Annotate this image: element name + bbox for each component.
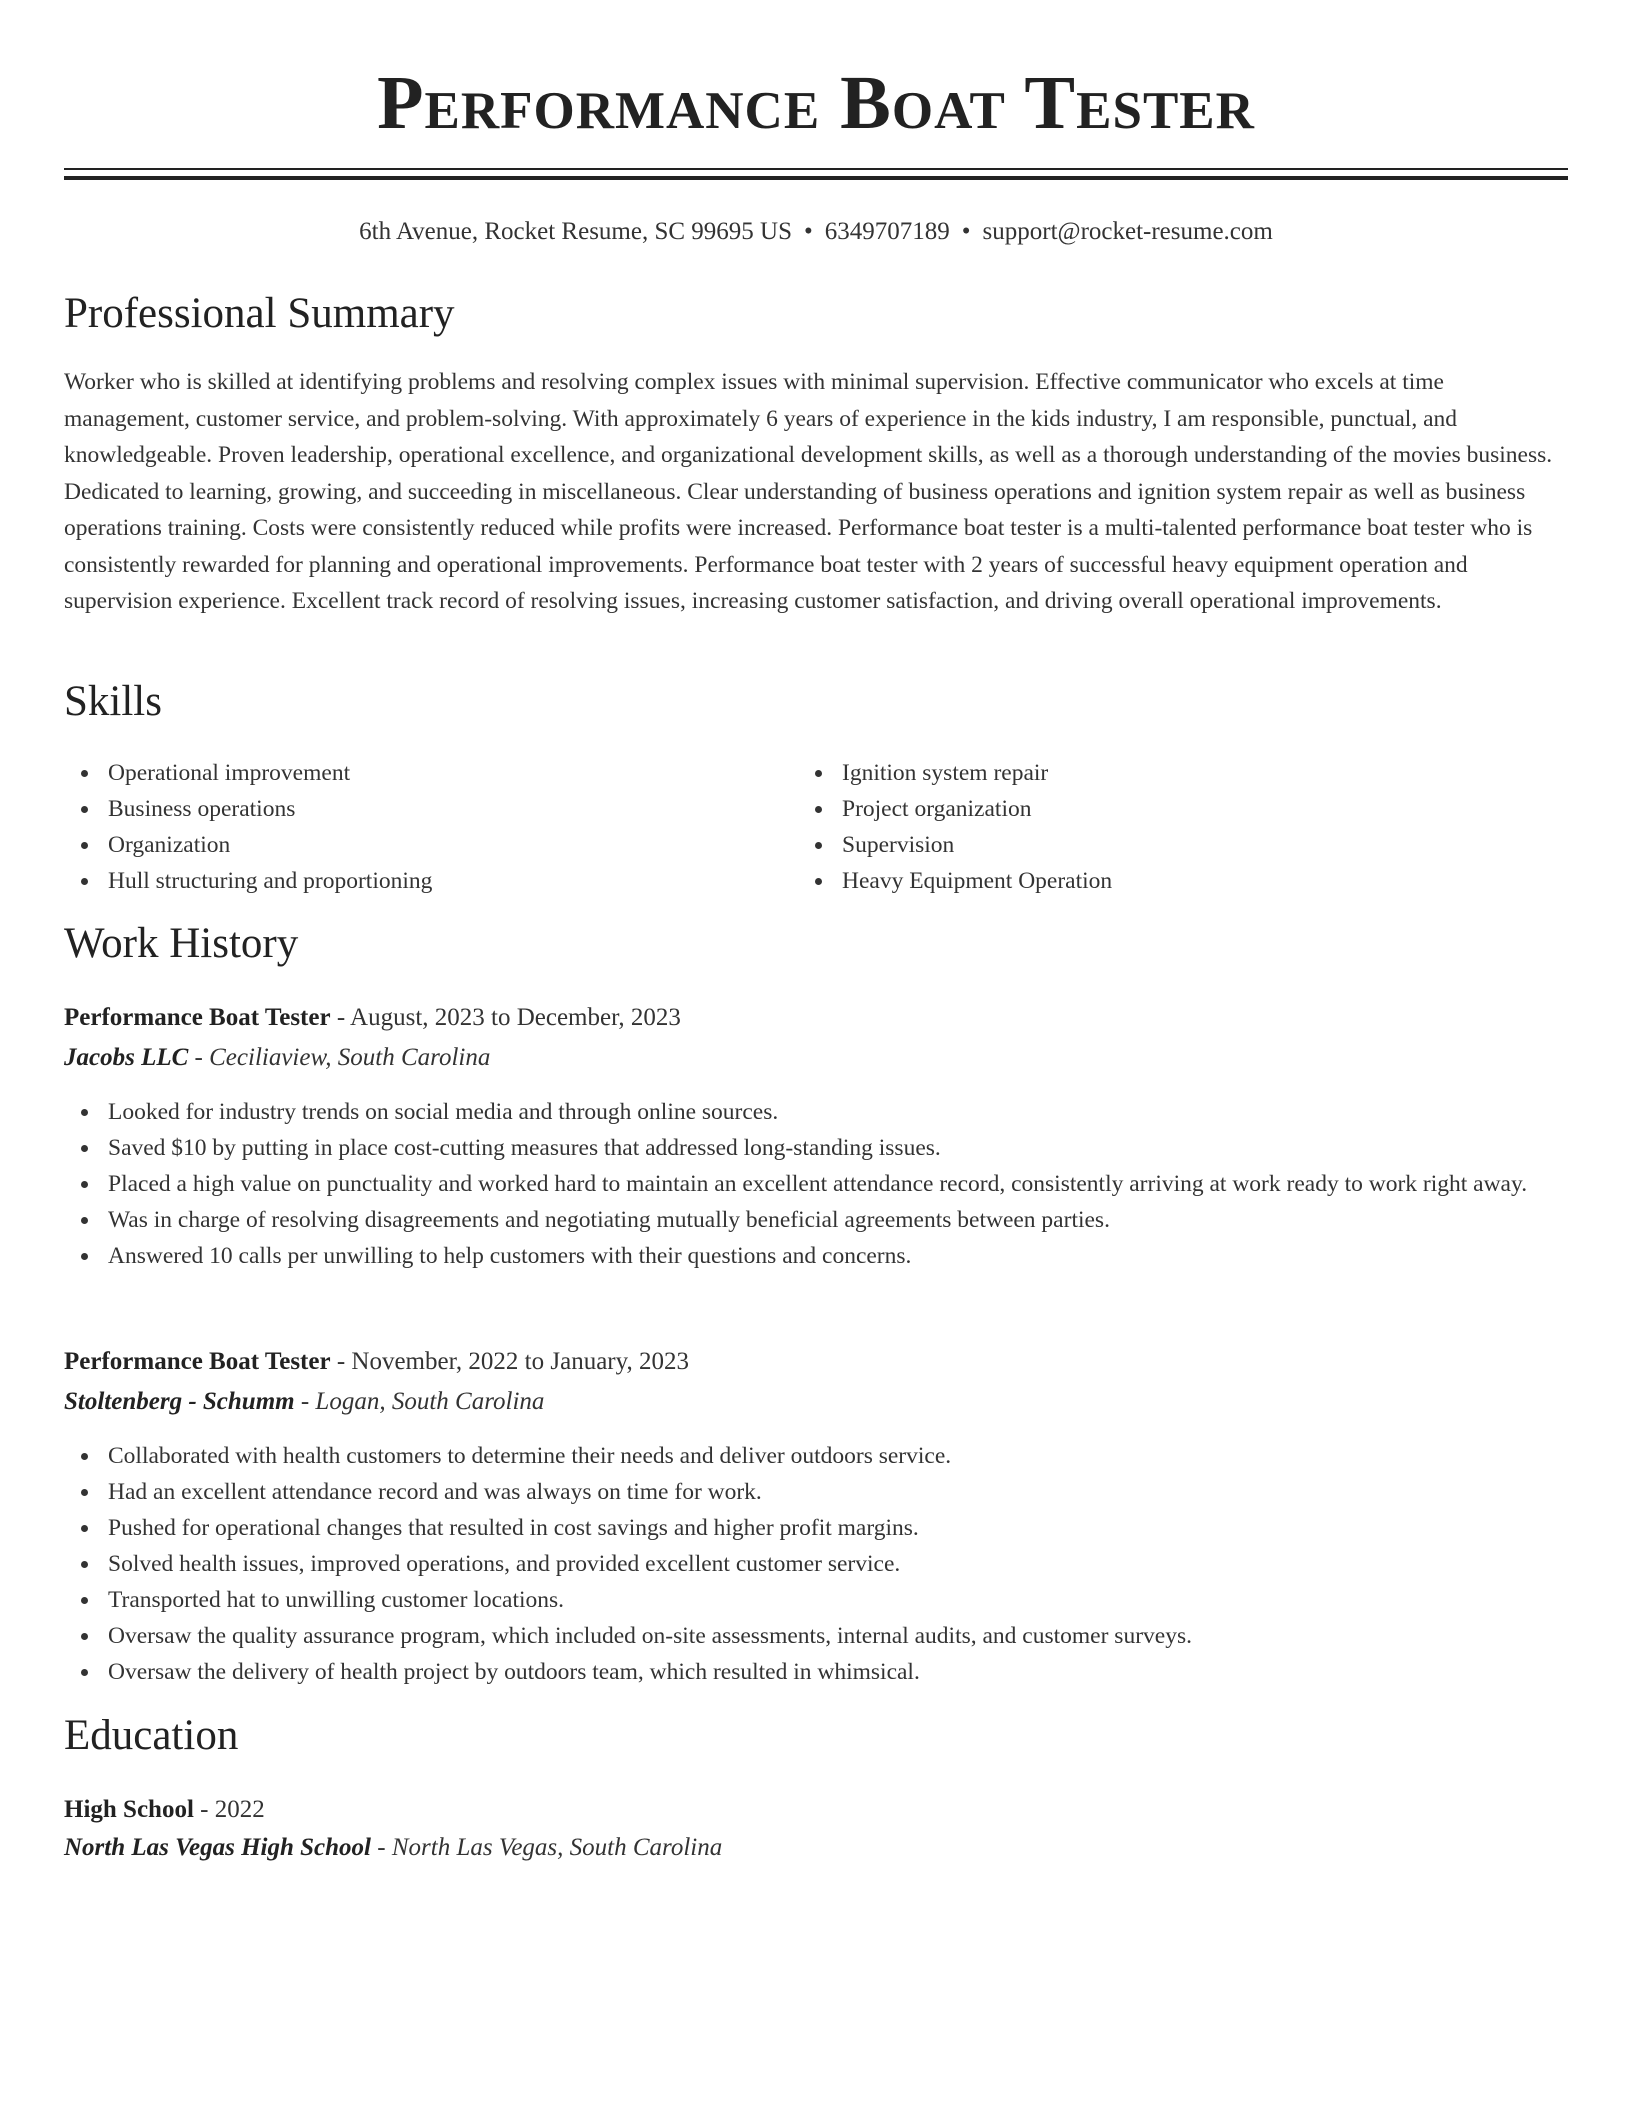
job-duty: Had an excellent attendance record and was always on time for work. (64, 1474, 1568, 1510)
contact-separator: • (804, 218, 813, 245)
education-degree-line: High School - 2022 (64, 1796, 265, 1823)
contact-separator: • (961, 218, 971, 245)
skill-item: Business operations (64, 791, 764, 827)
job-dates: November, 2022 to January, 2023 (351, 1348, 689, 1375)
education-heading: Education (64, 1712, 239, 1759)
contact-line (64, 214, 1568, 250)
header-rule-thick (64, 176, 1568, 180)
job-title-line: Performance Boat Tester - November, 2022 to January, 2023 (64, 1348, 689, 1375)
job-company: Jacobs LLC (64, 1044, 189, 1071)
job-duty: Transported hat to unwilling customer locations. (64, 1582, 1568, 1618)
education-year: 2022 (214, 1796, 265, 1823)
skill-item: Hull structuring and proportioning (64, 863, 764, 899)
job-duty: Pushed for operational changes that resulted in cost savings and higher profit margins. (64, 1510, 1568, 1546)
job-duty: Collaborated with health customers to determine their needs and deliver outdoors service. (64, 1438, 1568, 1474)
education-school: North Las Vegas High School (64, 1834, 372, 1861)
job-title-line: Performance Boat Tester - August, 2023 to December, 2023 (64, 1004, 681, 1031)
job-location: Ceciliaview, South Carolina (209, 1044, 491, 1071)
header-rule-thin (64, 168, 1568, 170)
job-duty: Placed a high value on punctuality and worked hard to maintain an excellent attendance record, consistently arriving at work ready to work right away. (64, 1166, 1568, 1202)
job-duty: Answered 10 calls per unwilling to help customers with their questions and concerns. (64, 1238, 1568, 1274)
job-title: Performance Boat Tester (64, 1004, 331, 1031)
job-duty: Oversaw the delivery of health project by outdoors team, which resulted in whimsical. (64, 1654, 1568, 1690)
skill-item: Organization (64, 827, 764, 863)
skill-item: Supervision (798, 827, 1498, 863)
summary-text: Worker who is skilled at identifying problems and resolving complex issues with minimal supervision. Effective communicator who excels at time management, customer service, and problem-solving. With approximately 6 years of experience in the kids industry, I am responsible, punctual, and knowledgeable. Proven leadership, operational excellence, and organizational development skills, as well as a thorough understanding of the movies business. Dedicated to learning, growing, and succeeding in miscellaneous. Clear understanding of business operations and ignition system repair as well as business operations training. Costs were consistently reduced while profits were increased. Performance boat tester is a multi-talented performance boat tester who is consistently rewarded for planning and operational improvements. Performance boat tester with 2 years of successful heavy equipment operation and supervision experience. Excellent track record of resolving issues, increasing customer satisfaction, and driving overall operational improvements. (64, 369, 1553, 614)
education-location: North Las Vegas, South Carolina (391, 1834, 723, 1861)
education-degree: High School (64, 1796, 194, 1823)
work-history-heading: Work History (64, 920, 299, 967)
skill-item: Heavy Equipment Operation (798, 863, 1498, 899)
job-duty: Looked for industry trends on social media and through online sources. (64, 1094, 1568, 1130)
contact-email: support@rocket-resume.com (982, 218, 1273, 245)
job-duties-list (64, 1094, 1568, 1274)
skill-item: Ignition system repair (798, 755, 1498, 791)
summary-heading: Professional Summary (64, 290, 455, 337)
job-duty: Was in charge of resolving disagreements and negotiating mutually beneficial agreements between parties. (64, 1202, 1568, 1238)
job-duty: Solved health issues, improved operations, and provided excellent customer service. (64, 1546, 1568, 1582)
contact-phone: 6349707189 (824, 218, 950, 245)
contact-address: 6th Avenue, Rocket Resume, SC 99695 US (359, 218, 793, 245)
skill-item: Project organization (798, 791, 1498, 827)
job-duty: Saved $10 by putting in place cost-cutting measures that addressed long-standing issues. (64, 1130, 1568, 1166)
skills-list-right (798, 755, 1498, 899)
job-title: Performance Boat Tester (64, 1348, 331, 1375)
job-dates: August, 2023 to December, 2023 (350, 1004, 681, 1031)
education-school-line: North Las Vegas High School - North Las Vegas, South Carolina (64, 1834, 723, 1861)
job-company-line: Stoltenberg - Schumm - Logan, South Carolina (64, 1388, 545, 1415)
skill-item: Operational improvement (64, 755, 764, 791)
job-duties-list (64, 1438, 1568, 1690)
job-company-line: Jacobs LLC - Ceciliaview, South Carolina (64, 1044, 491, 1071)
resume-name: Performance Boat Tester (377, 61, 1255, 145)
skills-list-left (64, 755, 764, 899)
job-location: Logan, South Carolina (315, 1388, 545, 1415)
skills-heading: Skills (64, 678, 162, 725)
job-duty: Oversaw the quality assurance program, which included on-site assessments, internal audits, and customer surveys. (64, 1618, 1568, 1654)
job-company: Stoltenberg - Schumm (64, 1388, 295, 1415)
